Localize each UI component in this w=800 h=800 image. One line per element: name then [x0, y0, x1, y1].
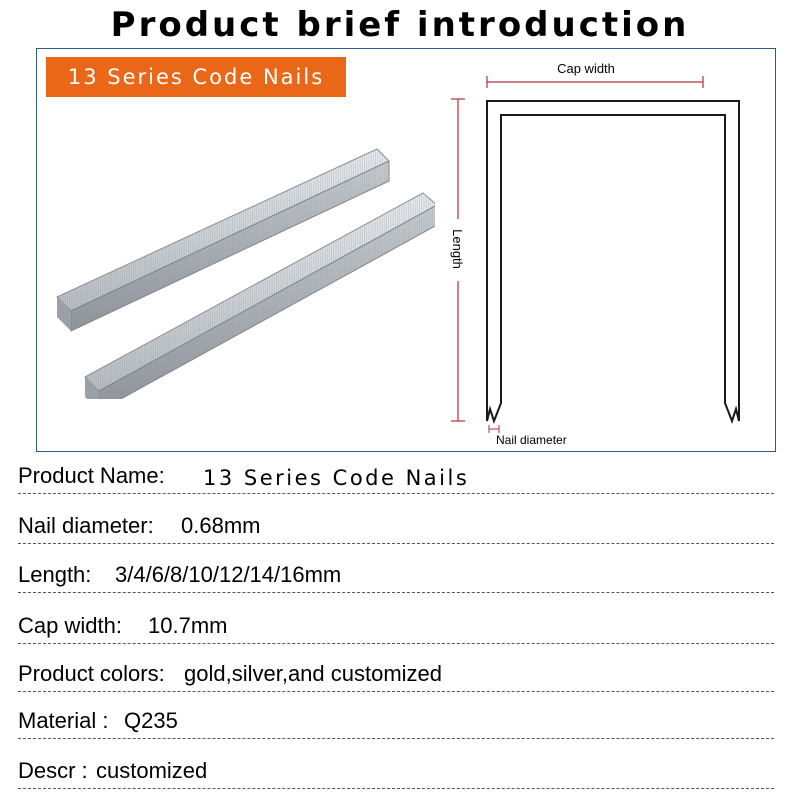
spec-row-nail-diameter	[18, 510, 774, 544]
spec-label-descr: Descr :	[18, 758, 88, 783]
nail-diameter-label: Nail diameter	[496, 433, 567, 447]
staple-dimension-diagram	[432, 49, 777, 451]
spec-row-length	[18, 559, 774, 593]
spec-value-length: 3/4/6/8/10/12/14/16mm	[115, 562, 342, 587]
spec-label-length: Length:	[18, 562, 92, 587]
spec-label-material: Material :	[18, 708, 109, 733]
spec-value-nail-diameter: 0.68mm	[181, 513, 261, 538]
spec-row-product-colors	[18, 658, 774, 692]
spec-value-cap-width: 10.7mm	[148, 613, 228, 638]
spec-label-cap-width: Cap width:	[18, 613, 122, 638]
staple-outline	[487, 101, 739, 421]
spec-label-nail-diameter: Nail diameter:	[18, 513, 154, 538]
series-tag: 13 Series Code Nails	[46, 57, 346, 97]
product-image-panel	[36, 48, 776, 452]
spec-value-material: Q235	[124, 708, 178, 733]
cap-width-label: Cap width	[557, 61, 615, 76]
spec-value-product-colors: gold,silver,and customized	[184, 661, 443, 686]
spec-label-product-name: Product Name:	[18, 463, 165, 488]
page-title: Product brief introduction	[110, 5, 690, 45]
spec-label-product-colors: Product colors:	[18, 661, 165, 686]
spec-value-descr: customized	[96, 758, 208, 783]
staple-strips-photo	[45, 139, 435, 399]
spec-row-material	[18, 705, 774, 739]
spec-row-product-name	[18, 460, 774, 494]
spec-value-product-name: 13 Series Code Nails	[203, 466, 470, 490]
spec-row-cap-width	[18, 610, 774, 644]
spec-row-descr	[18, 755, 774, 789]
length-label: Length	[450, 229, 465, 269]
